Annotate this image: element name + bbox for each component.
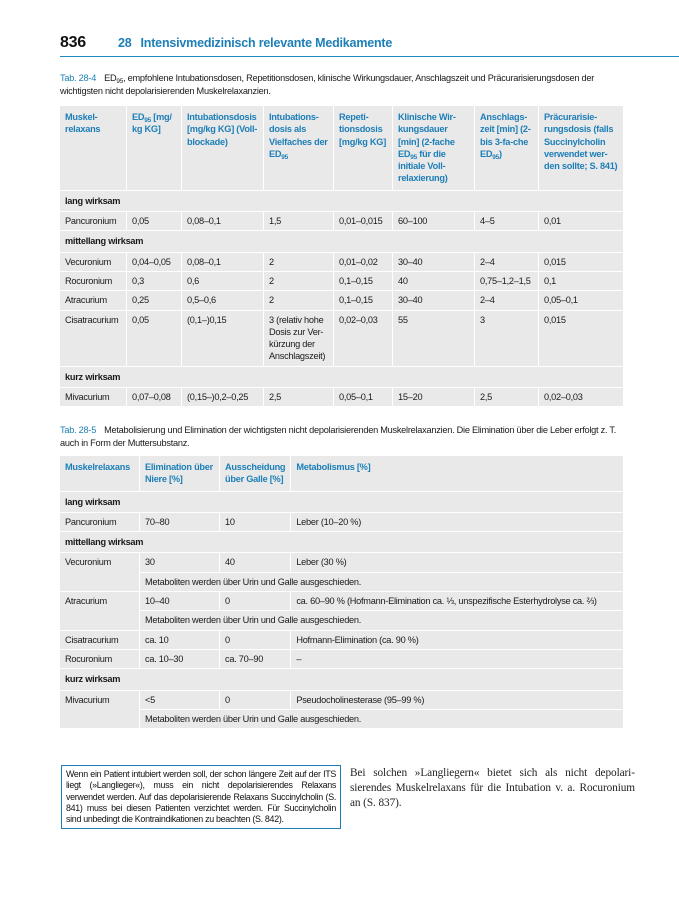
- drug-name-cell: Cisatracurium: [60, 311, 127, 367]
- table-cell: 0,5–0,6: [182, 291, 264, 310]
- column-header: [475, 106, 539, 191]
- group-row: [60, 191, 623, 212]
- table-cell: ca. 60–90 % (Hofmann-Elimination ca. ⅓, unspezifische Esterhydrolyse ca. ⅔): [291, 592, 623, 611]
- table-cell: Leber (10–20 %): [291, 513, 623, 532]
- table-cell: 0,08–0,1: [182, 253, 264, 272]
- table-row: [60, 253, 623, 272]
- group-row: [60, 669, 623, 690]
- table-row: [60, 311, 623, 367]
- table-cell: 0,05: [127, 311, 182, 367]
- table-cell: 0,1: [539, 272, 623, 291]
- group-row: [60, 532, 623, 553]
- column-header: [334, 106, 393, 191]
- table-cell: 0,6: [182, 272, 264, 291]
- header-text: für die initiale Voll-relaxierung): [398, 148, 448, 184]
- table2-caption: [60, 424, 625, 449]
- table-28-5: [60, 456, 623, 729]
- table-cell: Leber (30 %): [291, 553, 623, 572]
- table-cell: 0: [220, 691, 291, 710]
- table-cell: 10: [220, 513, 291, 532]
- caption-text: Metabolisierung und Elimination der wichtigsten nicht depolarisierenden Muskelrelaxanzien. Die Elimination über die Leber erfolgt z. T. auch in Form der Muttersubstanz.: [60, 425, 617, 448]
- column-header: [539, 106, 623, 191]
- table-cell: 0,05–0,1: [539, 291, 623, 310]
- drug-name-cell: Atracurium: [60, 291, 127, 310]
- header-text: Klinische Wir-kungsdauer [min] (2-fache ED: [398, 112, 456, 159]
- table-cell: 10–40: [140, 592, 220, 611]
- table-cell: 2,5: [475, 388, 539, 407]
- drug-name-cell: Rocuronium: [60, 650, 140, 669]
- table-cell: 0,1–0,15: [334, 272, 393, 291]
- table-cell: (0,15–)0,2–0,25: [182, 388, 264, 407]
- table-cell: 0,07–0,08: [127, 388, 182, 407]
- table-cell: 0,015: [539, 253, 623, 272]
- table-cell: 3 (relativ hohe Dosis zur Ver-kürzung der Anschlagszeit): [264, 311, 334, 367]
- caption-subscript: 95: [116, 78, 124, 85]
- column-header: Muskelrelaxans: [60, 456, 140, 492]
- table-cell: ca. 70–90: [220, 650, 291, 669]
- column-header: Metabolismus [%]: [291, 456, 623, 492]
- column-header: [182, 106, 264, 191]
- header-subscript: 95: [492, 153, 499, 161]
- column-header: [393, 106, 475, 191]
- table-cell: 0,1–0,15: [334, 291, 393, 310]
- header-subscript: 95: [281, 153, 288, 161]
- table-cell: –: [291, 650, 623, 669]
- header-text: ): [499, 148, 502, 159]
- drug-name-cell: Vecuronium: [60, 253, 127, 272]
- header-subscript: 95: [410, 153, 417, 161]
- table-cell: 0: [220, 631, 291, 650]
- group-label: kurz wirksam: [60, 367, 623, 388]
- table-cell: Hofmann-Elimination (ca. 90 %): [291, 631, 623, 650]
- group-label: mittellang wirksam: [60, 532, 623, 553]
- table-cell: 15–20: [393, 388, 475, 407]
- note-row: [60, 573, 623, 592]
- table-cell: 2: [264, 291, 334, 310]
- table-row: [60, 553, 623, 572]
- header-text: Anschlags-zeit [min] (2- bis 3-fa-che ED: [480, 112, 531, 159]
- table-cell: 0,02–0,03: [334, 311, 393, 367]
- caption-text: ED: [104, 73, 117, 83]
- metabolite-note: Metaboliten werden über Urin und Galle ausgeschieden.: [140, 573, 623, 592]
- table-header-row: [60, 456, 623, 492]
- table1-caption: [60, 72, 625, 97]
- table-cell: 30–40: [393, 253, 475, 272]
- chapter-title: Intensivmedizinisch relevante Medikamente: [140, 36, 393, 50]
- header-text: Muskel-relaxans: [65, 112, 101, 135]
- table-row: [60, 513, 623, 532]
- column-header: Elimination über Niere [%]: [140, 456, 220, 492]
- table-cell: 60–100: [393, 212, 475, 231]
- table-row: [60, 592, 623, 611]
- header-text: Intubationsdosis [mg/kg KG] (Voll-blockade): [187, 112, 258, 147]
- table-28-4: [60, 106, 623, 407]
- note-row: [60, 710, 623, 729]
- header-text: ED: [132, 112, 145, 122]
- page-number: 836: [60, 34, 86, 51]
- header-text: Intubations-dosis als Vielfaches der ED: [269, 112, 328, 159]
- table-cell: 0: [220, 592, 291, 611]
- table-cell: 2–4: [475, 291, 539, 310]
- group-row: [60, 492, 623, 513]
- table2-label: Tab. 28-5: [60, 425, 97, 435]
- table-cell: 0,25: [127, 291, 182, 310]
- table-row: [60, 650, 623, 669]
- running-header: [60, 34, 679, 57]
- table-row: [60, 388, 623, 407]
- drug-name-cell: Vecuronium: [60, 553, 140, 592]
- drug-name-cell: Mivacurium: [60, 691, 140, 730]
- table-cell: 0,02–0,03: [539, 388, 623, 407]
- table-cell: (0,1–)0,15: [182, 311, 264, 367]
- chapter-number: 28: [118, 36, 132, 50]
- table1-label: Tab. 28-4: [60, 73, 97, 83]
- drug-name-cell: Mivacurium: [60, 388, 127, 407]
- table-row: [60, 691, 623, 710]
- group-row: [60, 367, 623, 388]
- column-header: [60, 106, 127, 191]
- drug-name-cell: Rocuronium: [60, 272, 127, 291]
- metabolite-note: Metaboliten werden über Urin und Galle ausgeschieden.: [140, 611, 623, 630]
- drug-name-cell: Cisatracurium: [60, 631, 140, 650]
- header-text: [mg/ kg KG]: [132, 112, 172, 135]
- group-label: lang wirksam: [60, 492, 623, 513]
- table-cell: ca. 10: [140, 631, 220, 650]
- table-cell: 3: [475, 311, 539, 367]
- table-cell: 0,04–0,05: [127, 253, 182, 272]
- table-row: [60, 291, 623, 310]
- header-text: Repeti-tionsdosis [mg/kg KG]: [339, 112, 387, 147]
- metabolite-note: Metaboliten werden über Urin und Galle ausgeschieden.: [140, 710, 623, 729]
- table-cell: 2–4: [475, 253, 539, 272]
- table-cell: 0,3: [127, 272, 182, 291]
- table-cell: 55: [393, 311, 475, 367]
- note-row: [60, 611, 623, 630]
- table-cell: 70–80: [140, 513, 220, 532]
- table-row: [60, 272, 623, 291]
- table-cell: 0,08–0,1: [182, 212, 264, 231]
- drug-name-cell: Pancuronium: [60, 212, 127, 231]
- group-label: lang wirksam: [60, 191, 623, 212]
- clinical-note-box: Wenn ein Patient intubiert werden soll, der schon längere Zeit auf der ITS liegt (»Langlieger«), muss ein nicht depolarisierendes Relaxans verwendet werden. Auf das depolarisierende Relaxans Succinylcholin (S. 841) muss bei diesen Patienten verzichtet werden. Für Succinylcholin sind unbedingt die Kontraindikationen zu beachten (S. 842).: [61, 765, 341, 829]
- table-cell: ca. 10–30: [140, 650, 220, 669]
- table-cell: <5: [140, 691, 220, 710]
- column-header: Ausscheidung über Galle [%]: [220, 456, 291, 492]
- header-text: Präcurarisie-rungsdosis (falls Succinylcholin verwendet wer-den sollte; S. 841): [544, 112, 618, 172]
- table-cell: 0,01–0,015: [334, 212, 393, 231]
- column-header: [127, 106, 182, 191]
- table-cell: 30: [140, 553, 220, 572]
- drug-name-cell: Pancuronium: [60, 513, 140, 532]
- drug-name-cell: Atracurium: [60, 592, 140, 631]
- table-cell: 40: [220, 553, 291, 572]
- table-cell: 2: [264, 253, 334, 272]
- table-cell: 4–5: [475, 212, 539, 231]
- table-cell: 0,01: [539, 212, 623, 231]
- table-cell: 0,015: [539, 311, 623, 367]
- table-row: [60, 631, 623, 650]
- table-cell: 0,01–0,02: [334, 253, 393, 272]
- table-cell: 30–40: [393, 291, 475, 310]
- caption-text: , empfohlene Intubationsdosen, Repetitionsdosen, klinische Wirkungsdauer, Anschlagszeit und Präcurarisierungsdosen der wichtigsten nicht depolarisierenden Muskelrelaxanzien.: [60, 73, 595, 96]
- table-cell: 0,05: [127, 212, 182, 231]
- table-cell: 2: [264, 272, 334, 291]
- body-paragraph: Bei solchen »Langliegern« bietet sich als nicht depolarisierendes Muskelrelaxans für die Intubation v. a. Rocuronium an (S. 837).: [350, 767, 635, 809]
- table-cell: 40: [393, 272, 475, 291]
- header-subscript: 95: [144, 117, 151, 124]
- table-cell: 2,5: [264, 388, 334, 407]
- table-cell: Pseudocholinesterase (95–99 %): [291, 691, 623, 710]
- table-cell: 0,75–1,2–1,5: [475, 272, 539, 291]
- chapter-heading: [118, 36, 392, 50]
- table-header-row: [60, 106, 623, 191]
- group-label: kurz wirksam: [60, 669, 623, 690]
- group-row: [60, 231, 623, 252]
- table-cell: 0,05–0,1: [334, 388, 393, 407]
- group-label: mittellang wirksam: [60, 231, 623, 252]
- column-header: [264, 106, 334, 191]
- table-row: [60, 212, 623, 231]
- table-cell: 1,5: [264, 212, 334, 231]
